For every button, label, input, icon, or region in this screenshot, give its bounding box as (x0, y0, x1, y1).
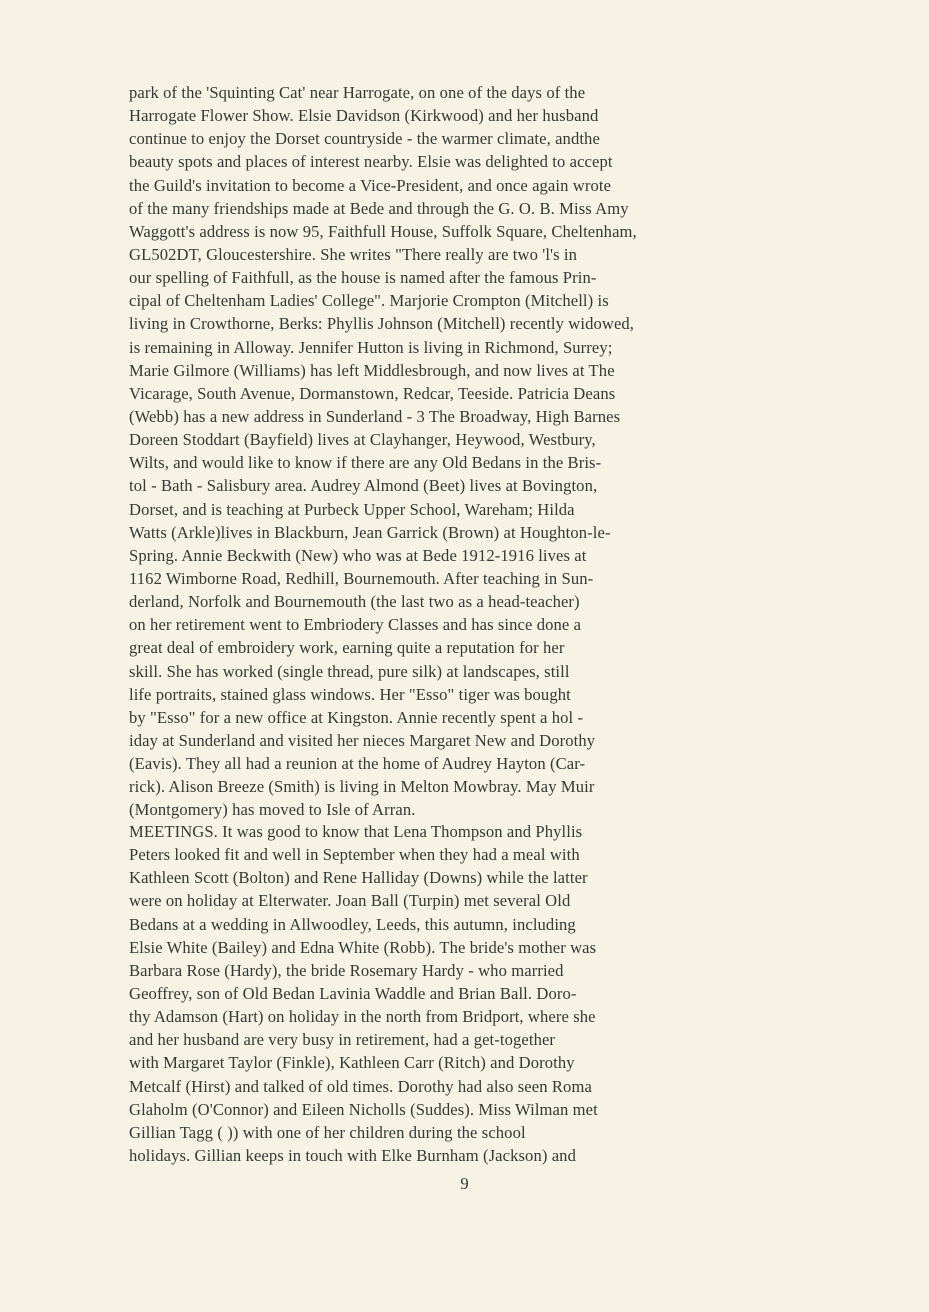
text-line: great deal of embroidery work, earning quite a reputation for her (129, 638, 565, 658)
text-line: of the many friendships made at Bede and through the G. O. B. Miss Amy (129, 198, 629, 218)
text-line: Wilts, and would like to know if there are any Old Bedans in the Bris- (129, 453, 602, 473)
text-line: beauty spots and places of interest nearby. Elsie was delighted to accept (129, 152, 613, 172)
text-line: Doreen Stoddart (Bayfield) lives at Clayhanger, Heywood, Westbury, (129, 430, 596, 450)
text-line: the Guild's invitation to become a Vice-President, and once again wrote (129, 175, 612, 195)
text-line: (Eavis). They all had a reunion at the home of Audrey Hayton (Car- (129, 754, 586, 774)
text-line: rick). Alison Breeze (Smith) is living in Melton Mowbray. May Muir (129, 777, 595, 797)
text-line: park of the 'Squinting Cat' near Harrogate, on one of the days of the (129, 83, 586, 102)
page-number: 9 (460, 1174, 469, 1193)
text-line: continue to enjoy the Dorset countryside - the warmer climate, andthe (129, 129, 600, 149)
text-line: life portraits, stained glass windows. Her "Esso" tiger was bought (129, 684, 571, 704)
paragraph-alumni-news (129, 81, 809, 822)
text-line: Geoffrey, son of Old Bedan Lavinia Waddle and Brian Ball. Doro- (129, 983, 577, 1003)
text-line: iday at Sunderland and visited her nieces Margaret New and Dorothy (129, 730, 596, 750)
text-line: holidays. Gillian keeps in touch with Elke Burnham (Jackson) and (129, 1145, 576, 1165)
text-line: Dorset, and is teaching at Purbeck Upper School, Wareham; Hilda (129, 499, 575, 519)
text-line: living in Crowthorne, Berks: Phyllis Johnson (Mitchell) recently widowed, (129, 314, 635, 334)
text-line: Spring. Annie Beckwith (New) who was at Bede 1912-1916 lives at (129, 545, 587, 565)
text-line: Glaholm (O'Connor) and Eileen Nicholls (Suddes). Miss Wilman met (129, 1099, 598, 1119)
text-line: derland, Norfolk and Bournemouth (the last two as a head-teacher) (129, 592, 580, 612)
text-line: with Margaret Taylor (Finkle), Kathleen Carr (Ritch) and Dorothy (129, 1053, 575, 1073)
text-line: Bedans at a wedding in Allwoodley, Leeds, this autumn, including (129, 914, 576, 934)
text-line: Harrogate Flower Show. Elsie Davidson (Kirkwood) and her husband (129, 106, 599, 126)
text-line: Marie Gilmore (Williams) has left Middlesbrough, and now lives at The (129, 360, 615, 380)
text-line: by "Esso" for a new office at Kingston. Annie recently spent a hol - (129, 707, 584, 727)
text-line: is remaining in Alloway. Jennifer Hutton is living in Richmond, Surrey; (129, 337, 613, 357)
text-line: skill. She has worked (single thread, pure silk) at landscapes, still (129, 661, 570, 681)
paragraph-meetings (129, 820, 809, 1167)
text-line: Barbara Rose (Hardy), the bride Rosemary Hardy - who married (129, 960, 564, 980)
text-line: Peters looked fit and well in September when they had a meal with (129, 845, 580, 865)
text-line: 1162 Wimborne Road, Redhill, Bournemouth. After teaching in Sun- (129, 568, 594, 588)
text-line: were on holiday at Elterwater. Joan Ball (Turpin) met several Old (129, 891, 571, 911)
text-line: Elsie White (Bailey) and Edna White (Robb). The bride's mother was (129, 937, 597, 957)
text-line: tol - Bath - Salisbury area. Audrey Almond (Beet) lives at Bovington, (129, 476, 598, 496)
text-line: Waggott's address is now 95, Faithfull House, Suffolk Square, Cheltenham, (129, 221, 637, 241)
text-line: GL502DT, Gloucestershire. She writes "There really are two 'l's in (129, 244, 578, 264)
text-line: Vicarage, South Avenue, Dormanstown, Redcar, Teeside. Patricia Deans (129, 383, 616, 403)
text-line: cipal of Cheltenham Ladies' College". Marjorie Crompton (Mitchell) is (129, 291, 609, 311)
text-line: our spelling of Faithfull, as the house is named after the famous Prin- (129, 268, 597, 288)
text-line: thy Adamson (Hart) on holiday in the north from Bridport, where she (129, 1007, 596, 1027)
text-line: Watts (Arkle)lives in Blackburn, Jean Garrick (Brown) at Houghton-le- (129, 522, 611, 542)
text-line: and her husband are very busy in retirement, had a get-together (129, 1030, 556, 1050)
text-line: Metcalf (Hirst) and talked of old times. Dorothy had also seen Roma (129, 1076, 592, 1096)
text-line: MEETINGS. It was good to know that Lena Thompson and Phyllis (129, 822, 583, 841)
text-line: Gillian Tagg ( )) with one of her children during the school (129, 1122, 526, 1142)
text-line: Kathleen Scott (Bolton) and Rene Halliday (Downs) while the latter (129, 868, 588, 888)
text-line: on her retirement went to Embriodery Classes and has since done a (129, 615, 582, 635)
text-line: (Webb) has a new address in Sunderland - 3 The Broadway, High Barnes (129, 406, 621, 426)
text-line: (Montgomery) has moved to Isle of Arran. (129, 800, 416, 820)
